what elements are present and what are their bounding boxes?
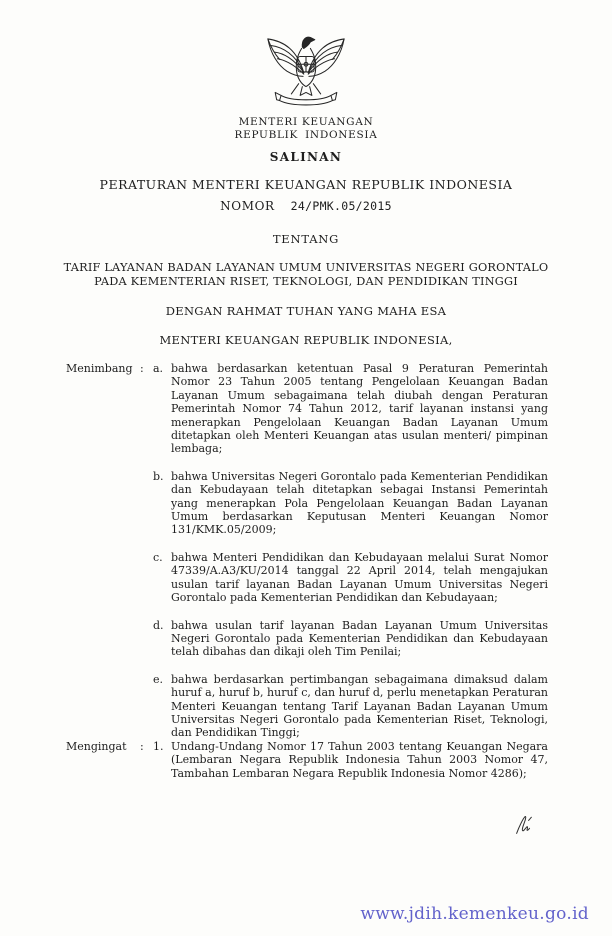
item-text: bahwa berdasarkan pertimbangan sebagaimana dimaksud dalam huruf a, huruf b, huruf c, dan huruf d, perlu menetapkan Peraturan Menteri Keuangan tentang Tarif Layanan Badan Layanan Umum Universitas Negeri Gorontalo pada Kementerian Riset, Teknologi, dan Pendidikan Tinggi; [171, 672, 548, 740]
item-marker: c. [153, 550, 163, 564]
item-marker: 1. [153, 739, 164, 753]
recalling-items [153, 740, 548, 780]
regulation-title: PERATURAN MENTERI KEUANGAN REPUBLIK INDONESIA [99, 177, 513, 192]
copy-stamp: SALINAN [269, 150, 343, 164]
number-label: NOMOR [220, 199, 275, 213]
document-body [0, 362, 612, 780]
ministry-name: MENTERI KEUANGAN [238, 116, 374, 128]
recalling-label: Mengingat [66, 739, 127, 753]
considering-item-c [153, 551, 548, 605]
handwritten-initials-mark [512, 814, 536, 838]
recalling-separator: : [140, 739, 144, 753]
considering-item-e [153, 673, 548, 740]
number-value: 24/PMK.05/2015 [290, 199, 392, 213]
subject-title [0, 261, 612, 288]
item-marker: d. [153, 618, 164, 632]
recalling-item-1 [153, 740, 548, 780]
considering-item-d [153, 619, 548, 659]
jdih-website-link[interactable]: www.jdih.kemenkeu.go.id [360, 904, 589, 924]
ministry-country: REPUBLIK INDONESIA [234, 128, 378, 141]
regulation-number-line [0, 199, 612, 213]
subject-line-2: PADA KEMENTERIAN RISET, TEKNOLOGI, DAN PENDIDIKAN TINGGI [94, 274, 518, 288]
considering-item-b [153, 470, 548, 537]
authority-line: MENTERI KEUANGAN REPUBLIK INDONESIA, [159, 333, 453, 347]
item-text: bahwa Universitas Negeri Gorontalo pada Kementerian Pendidikan dan Kebudayaan telah ditetapkan sebagai Instansi Pemerintah yang menerapkan Pola Pengelolaan Keuangan Badan Layanan Umum berdasarkan Keputusan Menteri Keuangan Nomor 131/KMK.05/2009; [171, 469, 548, 537]
item-marker: a. [153, 362, 164, 375]
about-label: TENTANG [272, 232, 340, 246]
considering-clause [66, 362, 548, 740]
considering-item-a [153, 362, 548, 456]
considering-items [153, 362, 548, 740]
emblem-container [0, 0, 612, 111]
item-text: bahwa usulan tarif layanan Badan Layanan Umum Universitas Negeri Gorontalo pada Kementerian Pendidikan dan Kebudayaan telah dibahas dan dikaji oleh Tim Penilai; [171, 618, 548, 659]
considering-separator: : [140, 362, 144, 375]
recalling-clause [66, 740, 548, 780]
item-marker: e. [153, 672, 164, 686]
item-text: bahwa Menteri Pendidikan dan Kebudayaan melalui Surat Nomor 47339/A.A3/KU/2014 tanggal 22 April 2014, telah mengajukan usulan tarif layanan Badan Layanan Umum Universitas Negeri Gorontalo pada Kementerian Pendidikan dan Kebudayaan; [171, 550, 548, 605]
invocation-line: DENGAN RAHMAT TUHAN YANG MAHA ESA [165, 304, 447, 318]
item-text: bahwa berdasarkan ketentuan Pasal 9 Peraturan Pemerintah Nomor 23 Tahun 2005 tentang Pengelolaan Keuangan Badan Layanan Umum sebagaimana telah diubah dengan Peraturan Pemerintah Nomor 74 Tahun 2012, tarif layanan instansi yang menerapkan Pengelolaan Keuangan Badan Layanan Umum ditetapkan oleh Menteri Keuangan atas usulan menteri/ pimpinan lembaga; [171, 362, 548, 456]
item-marker: b. [153, 469, 164, 483]
considering-label: Menimbang [66, 362, 133, 375]
item-text: Undang-Undang Nomor 17 Tahun 2003 tentang Keuangan Negara (Lembaran Negara Republik Indonesia Tahun 2003 Nomor 47, Tambahan Lembaran Negara Republik Indonesia Nomor 4286); [171, 739, 548, 780]
garuda-pancasila-icon [262, 27, 350, 111]
subject-line-1: TARIF LAYANAN BADAN LAYANAN UMUM UNIVERSITAS NEGERI GORONTALO [63, 261, 549, 274]
